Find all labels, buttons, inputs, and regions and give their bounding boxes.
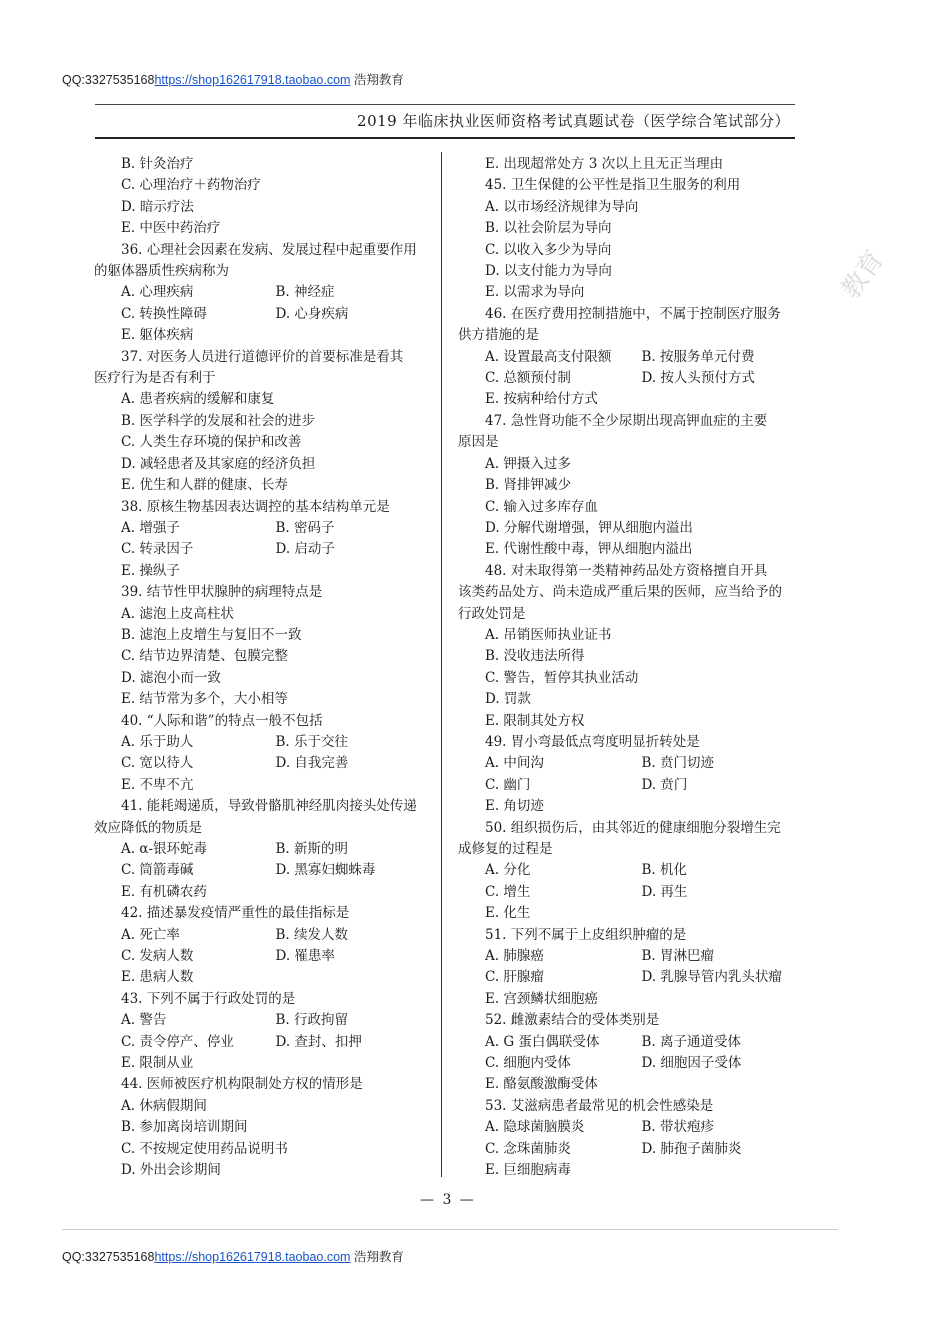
answer-option: C. 转录因子 <box>121 541 194 558</box>
question-line <box>94 454 430 475</box>
question-line <box>458 604 798 625</box>
question-line <box>458 1074 798 1095</box>
header-rule-bottom <box>95 137 795 139</box>
question-line <box>458 732 798 753</box>
question-stem: 41. 能耗竭递质，导致骨骼肌神经肌肉接头处传递 <box>121 798 417 815</box>
answer-option: D. 外出会诊期间 <box>121 1162 221 1179</box>
option-row <box>94 282 430 303</box>
question-line <box>94 368 430 389</box>
question-line <box>94 689 430 710</box>
answer-option: C. 结节边界清楚、包膜完整 <box>121 648 288 665</box>
question-line <box>458 282 798 303</box>
option-row <box>94 732 430 753</box>
answer-option: C. 转换性障碍 <box>121 305 207 322</box>
question-stem: 47. 急性肾功能不全少尿期出现高钾血症的主要 <box>485 412 768 429</box>
answer-option: E. 限制从业 <box>121 1055 194 1072</box>
question-line <box>458 668 798 689</box>
question-stem: 39. 结节性甲状腺肿的病理特点是 <box>121 584 323 601</box>
answer-option: C. 警告，暂停其执业活动 <box>485 669 639 686</box>
question-line <box>94 711 430 732</box>
answer-option: E. 巨细胞病毒 <box>485 1162 571 1179</box>
answer-option: C. 人类生存环境的保护和改善 <box>121 434 302 451</box>
answer-option: B. 针灸治疗 <box>121 156 194 172</box>
answer-option: C. 肝腺瘤 <box>485 969 544 986</box>
question-line <box>94 625 430 646</box>
option-row <box>458 946 798 967</box>
question-line <box>94 475 430 496</box>
option-row <box>458 347 798 368</box>
option-row <box>94 304 430 325</box>
question-stem: 50. 组织损伤后，由其邻近的健康细胞分裂增生完 <box>485 819 781 836</box>
question-line <box>458 646 798 667</box>
answer-option: B. 没收违法所得 <box>485 648 585 665</box>
answer-option: D. 滤泡小而一致 <box>121 669 221 686</box>
stamp-watermark: 教育 <box>835 244 890 305</box>
answer-option: E. 患病人数 <box>121 969 194 986</box>
question-stem: 43. 下列不属于行政处罚的是 <box>121 990 296 1007</box>
answer-option: E. 中医中药治疗 <box>121 220 221 237</box>
option-row <box>458 775 798 796</box>
watermark-bottom <box>62 1247 404 1265</box>
question-stem-continued: 医疗行为是否有利于 <box>94 370 216 387</box>
answer-option: E. 以需求为导向 <box>485 284 585 301</box>
answer-option: E. 优生和人群的健康、长寿 <box>121 477 288 494</box>
question-line <box>458 839 798 860</box>
answer-option: C. 发病人数 <box>121 948 194 965</box>
question-line <box>458 175 798 196</box>
option-row <box>458 1053 798 1074</box>
answer-option: C. 筒箭毒碱 <box>121 862 194 879</box>
question-stem-continued: 的躯体器质性疾病称为 <box>94 263 229 280</box>
answer-option: B. 参加离岗培训期间 <box>121 1119 248 1136</box>
option-row <box>458 1139 798 1160</box>
question-line <box>458 411 798 432</box>
answer-option: B. 机化 <box>641 862 688 879</box>
answer-option: C. 幽门 <box>485 776 531 793</box>
answer-option: A. 心理疾病 <box>121 284 194 301</box>
option-row <box>458 1117 798 1138</box>
answer-option: E. 代谢性酸中毒，钾从细胞内溢出 <box>485 541 693 558</box>
question-line <box>94 967 430 988</box>
question-line <box>94 154 430 175</box>
question-stem: 44. 医师被医疗机构限制处方权的情形是 <box>121 1076 363 1093</box>
answer-option: B. 密码子 <box>275 519 335 536</box>
answer-option: C. 念珠菌肺炎 <box>485 1140 571 1157</box>
question-stem: 46. 在医疗费用控制措施中，不属于控制医疗服务 <box>485 305 781 322</box>
answer-option: D. 查封、扣押 <box>275 1033 362 1050</box>
answer-option: D. 罹患率 <box>275 948 335 965</box>
answer-option: C. 增生 <box>485 883 531 900</box>
answer-option: A. 警告 <box>121 1012 167 1029</box>
answer-option: B. 行政拘留 <box>275 1012 349 1029</box>
answer-option: A. 以市场经济规律为导向 <box>485 198 639 215</box>
watermark-brand: 浩翔教育 <box>350 73 404 87</box>
question-line <box>94 432 430 453</box>
question-line <box>94 668 430 689</box>
answer-option: B. 神经症 <box>275 284 335 301</box>
option-row <box>458 1032 798 1053</box>
question-stem: 38. 原核生物基因表达调控的基本结构单元是 <box>121 498 390 515</box>
question-stem: 45. 卫生保健的公平性是指卫生服务的利用 <box>485 177 741 194</box>
column-divider <box>441 152 442 1177</box>
answer-option: B. 贲门切迹 <box>641 755 715 772</box>
question-line <box>94 497 430 518</box>
question-stem-continued: 该类药品处方、尚未造成严重后果的医师，应当给予的 <box>458 584 782 601</box>
question-line <box>458 561 798 582</box>
header-rule-top <box>95 104 795 105</box>
option-row <box>458 967 798 988</box>
option-row <box>458 368 798 389</box>
option-row <box>458 860 798 881</box>
question-line <box>94 218 430 239</box>
question-stem: 37. 对医务人员进行道德评价的首要标准是看其 <box>121 348 404 365</box>
question-line <box>458 325 798 346</box>
question-line <box>94 1053 430 1074</box>
question-stem: 51. 下列不属于上皮组织肿瘤的是 <box>485 926 687 943</box>
question-stem-continued: 行政处罚是 <box>458 605 526 622</box>
question-line <box>94 347 430 368</box>
question-line <box>458 582 798 603</box>
question-line <box>458 218 798 239</box>
question-stem: 49. 胃小弯最低点弯度明显折转处是 <box>485 733 700 750</box>
question-line <box>94 411 430 432</box>
option-row <box>458 753 798 774</box>
page-number: — 3 — <box>420 1192 476 1208</box>
option-row <box>94 1032 430 1053</box>
answer-option: C. 宽以待人 <box>121 755 194 772</box>
footer-rule <box>62 1229 838 1230</box>
answer-option: E. 化生 <box>485 905 531 922</box>
question-line <box>94 389 430 410</box>
question-line <box>458 925 798 946</box>
answer-option: D. 心身疾病 <box>275 305 349 322</box>
question-line <box>458 689 798 710</box>
answer-option: D. 自我完善 <box>275 755 349 772</box>
answer-option: D. 细胞因子受体 <box>641 1055 742 1072</box>
answer-option: A. 中间沟 <box>485 755 544 772</box>
answer-option: B. 离子通道受体 <box>641 1033 742 1050</box>
question-line <box>458 454 798 475</box>
answer-option: B. 滤泡上皮增生与复旧不一致 <box>121 626 302 643</box>
question-line <box>458 1160 798 1181</box>
answer-option: B. 医学科学的发展和社会的进步 <box>121 412 316 429</box>
question-line <box>458 261 798 282</box>
question-line <box>94 882 430 903</box>
answer-option: C. 以收入多少为导向 <box>485 241 612 258</box>
answer-option: C. 心理治疗＋药物治疗 <box>121 177 261 194</box>
answer-option: E. 角切迹 <box>485 798 544 815</box>
question-line <box>94 604 430 625</box>
answer-option: E. 有机磷农药 <box>121 883 207 900</box>
answer-option: A. 患者疾病的缓解和康复 <box>121 391 275 408</box>
question-stem: 48. 对未取得第一类精神药品处方资格擅自开具 <box>485 562 768 579</box>
question-line <box>458 240 798 261</box>
option-row <box>94 1010 430 1031</box>
question-line <box>458 518 798 539</box>
answer-option: D. 分解代谢增强，钾从细胞内溢出 <box>485 519 693 536</box>
question-stem: 53. 艾滋病患者最常见的机会性感染是 <box>485 1097 714 1114</box>
answer-option: D. 罚款 <box>485 691 531 708</box>
page-title: 2019 年临床执业医师资格考试真题试卷（医学综合笔试部分） <box>357 112 790 130</box>
question-line <box>94 796 430 817</box>
answer-option: A. 隐球菌脑膜炎 <box>485 1119 585 1136</box>
question-stem: 42. 描述暴发疫情严重性的最佳指标是 <box>121 905 350 922</box>
answer-option: B. 胃淋巴瘤 <box>641 948 715 965</box>
answer-option: C. 输入过多库存血 <box>485 498 598 515</box>
option-row <box>94 539 430 560</box>
answer-option: A. 肺腺癌 <box>485 948 544 965</box>
question-line <box>458 903 798 924</box>
answer-option: D. 以支付能力为导向 <box>485 263 612 280</box>
question-stem-continued: 效应降低的物质是 <box>94 819 202 836</box>
option-row <box>94 925 430 946</box>
question-column-right <box>458 154 798 1182</box>
question-line <box>458 818 798 839</box>
question-line <box>94 1160 430 1181</box>
answer-option: A. 死亡率 <box>121 926 180 943</box>
answer-option: E. 限制其处方权 <box>485 712 585 729</box>
answer-option: E. 躯体疾病 <box>121 327 194 344</box>
question-stem-continued: 原因是 <box>458 434 499 451</box>
answer-option: B. 续发人数 <box>275 926 349 943</box>
answer-option: E. 不卑不亢 <box>121 776 194 793</box>
shop-link[interactable]: https://shop162617918.taobao.com <box>154 73 351 87</box>
answer-option: E. 操纵子 <box>121 562 180 579</box>
answer-option: A. G 蛋白偶联受体 <box>485 1033 600 1050</box>
question-stem: 36. 心理社会因素在发病、发展过程中起重要作用 <box>121 241 417 258</box>
question-line <box>94 197 430 218</box>
question-line <box>94 175 430 196</box>
answer-option: B. 新斯的明 <box>275 841 349 857</box>
watermark-top <box>62 70 404 88</box>
question-line <box>458 539 798 560</box>
answer-option: A. 分化 <box>485 862 531 879</box>
question-line <box>94 989 430 1010</box>
watermark-qq: QQ:3327535168 <box>62 73 155 87</box>
answer-option: A. 吊销医师执业证书 <box>485 626 612 643</box>
option-row <box>94 753 430 774</box>
answer-option: D. 肺孢子菌肺炎 <box>641 1140 742 1157</box>
answer-option: C. 细胞内受体 <box>485 1055 571 1072</box>
answer-option: D. 暗示疗法 <box>121 198 194 215</box>
question-line <box>94 582 430 603</box>
question-line <box>94 646 430 667</box>
question-line <box>458 497 798 518</box>
question-line <box>94 1074 430 1095</box>
answer-option: D. 再生 <box>641 883 688 900</box>
answer-option: E. 按病种给付方式 <box>485 391 598 408</box>
question-line <box>458 475 798 496</box>
answer-option: B. 乐于交往 <box>275 733 349 750</box>
question-line <box>94 261 430 282</box>
question-line <box>458 197 798 218</box>
answer-option: C. 责令停产、停业 <box>121 1033 234 1050</box>
question-stem-continued: 供方措施的是 <box>458 327 539 344</box>
question-line <box>94 240 430 261</box>
answer-option: A. 休病假期间 <box>121 1097 207 1114</box>
option-row <box>458 882 798 903</box>
answer-option: D. 黑寡妇蜘蛛毒 <box>275 862 376 879</box>
question-line <box>458 1096 798 1117</box>
answer-option: D. 减轻患者及其家庭的经济负担 <box>121 455 316 472</box>
answer-option: A. α-银环蛇毒 <box>121 841 208 857</box>
answer-option: D. 启动子 <box>275 541 335 558</box>
option-row <box>94 839 430 860</box>
answer-option: A. 设置最高支付限额 <box>485 348 612 365</box>
answer-option: C. 不按规定使用药品说明书 <box>121 1140 288 1157</box>
answer-option: B. 以社会阶层为导向 <box>485 220 612 237</box>
question-line <box>458 989 798 1010</box>
question-stem: 40. “人际和谐”的特点一般不包括 <box>121 712 323 729</box>
answer-option: A. 乐于助人 <box>121 733 194 750</box>
question-line <box>458 796 798 817</box>
shop-link[interactable]: https://shop162617918.taobao.com <box>154 1250 351 1264</box>
answer-option: D. 贲门 <box>641 776 688 793</box>
watermark-qq: QQ:3327535168 <box>62 1250 155 1264</box>
question-line <box>458 389 798 410</box>
question-line <box>94 325 430 346</box>
question-line <box>94 1096 430 1117</box>
question-stem: 52. 雌激素结合的受体类别是 <box>485 1012 660 1029</box>
question-line <box>458 711 798 732</box>
answer-option: B. 按服务单元付费 <box>641 348 755 365</box>
option-row <box>94 860 430 881</box>
question-line <box>94 1139 430 1160</box>
question-line <box>94 561 430 582</box>
answer-option: E. 出现超常处方 3 次以上且无正当理由 <box>485 156 724 172</box>
answer-option: B. 带状疱疹 <box>641 1119 715 1136</box>
question-line <box>94 775 430 796</box>
answer-option: A. 增强子 <box>121 519 180 536</box>
watermark-brand: 浩翔教育 <box>350 1250 404 1264</box>
answer-option: E. 结节常为多个，大小相等 <box>121 691 288 708</box>
answer-option: A. 滤泡上皮高柱状 <box>121 605 234 622</box>
question-line <box>94 903 430 924</box>
question-line <box>458 1010 798 1031</box>
answer-option: E. 宫颈鳞状细胞癌 <box>485 990 598 1007</box>
option-row <box>94 518 430 539</box>
answer-option: C. 总额预付制 <box>485 370 571 387</box>
question-stem-continued: 成修复的过程是 <box>458 841 553 857</box>
question-line <box>94 1117 430 1138</box>
option-row <box>94 946 430 967</box>
answer-option: E. 酪氨酸激酶受体 <box>485 1076 598 1093</box>
answer-option: D. 乳腺导管内乳头状瘤 <box>641 969 782 986</box>
question-column-left <box>94 154 430 1182</box>
question-line <box>458 304 798 325</box>
question-line <box>458 625 798 646</box>
answer-option: D. 按人头预付方式 <box>641 370 755 387</box>
question-line <box>458 432 798 453</box>
answer-option: B. 肾排钾减少 <box>485 477 572 494</box>
answer-option: A. 钾摄入过多 <box>485 455 571 472</box>
question-line <box>94 818 430 839</box>
question-line <box>458 154 798 175</box>
